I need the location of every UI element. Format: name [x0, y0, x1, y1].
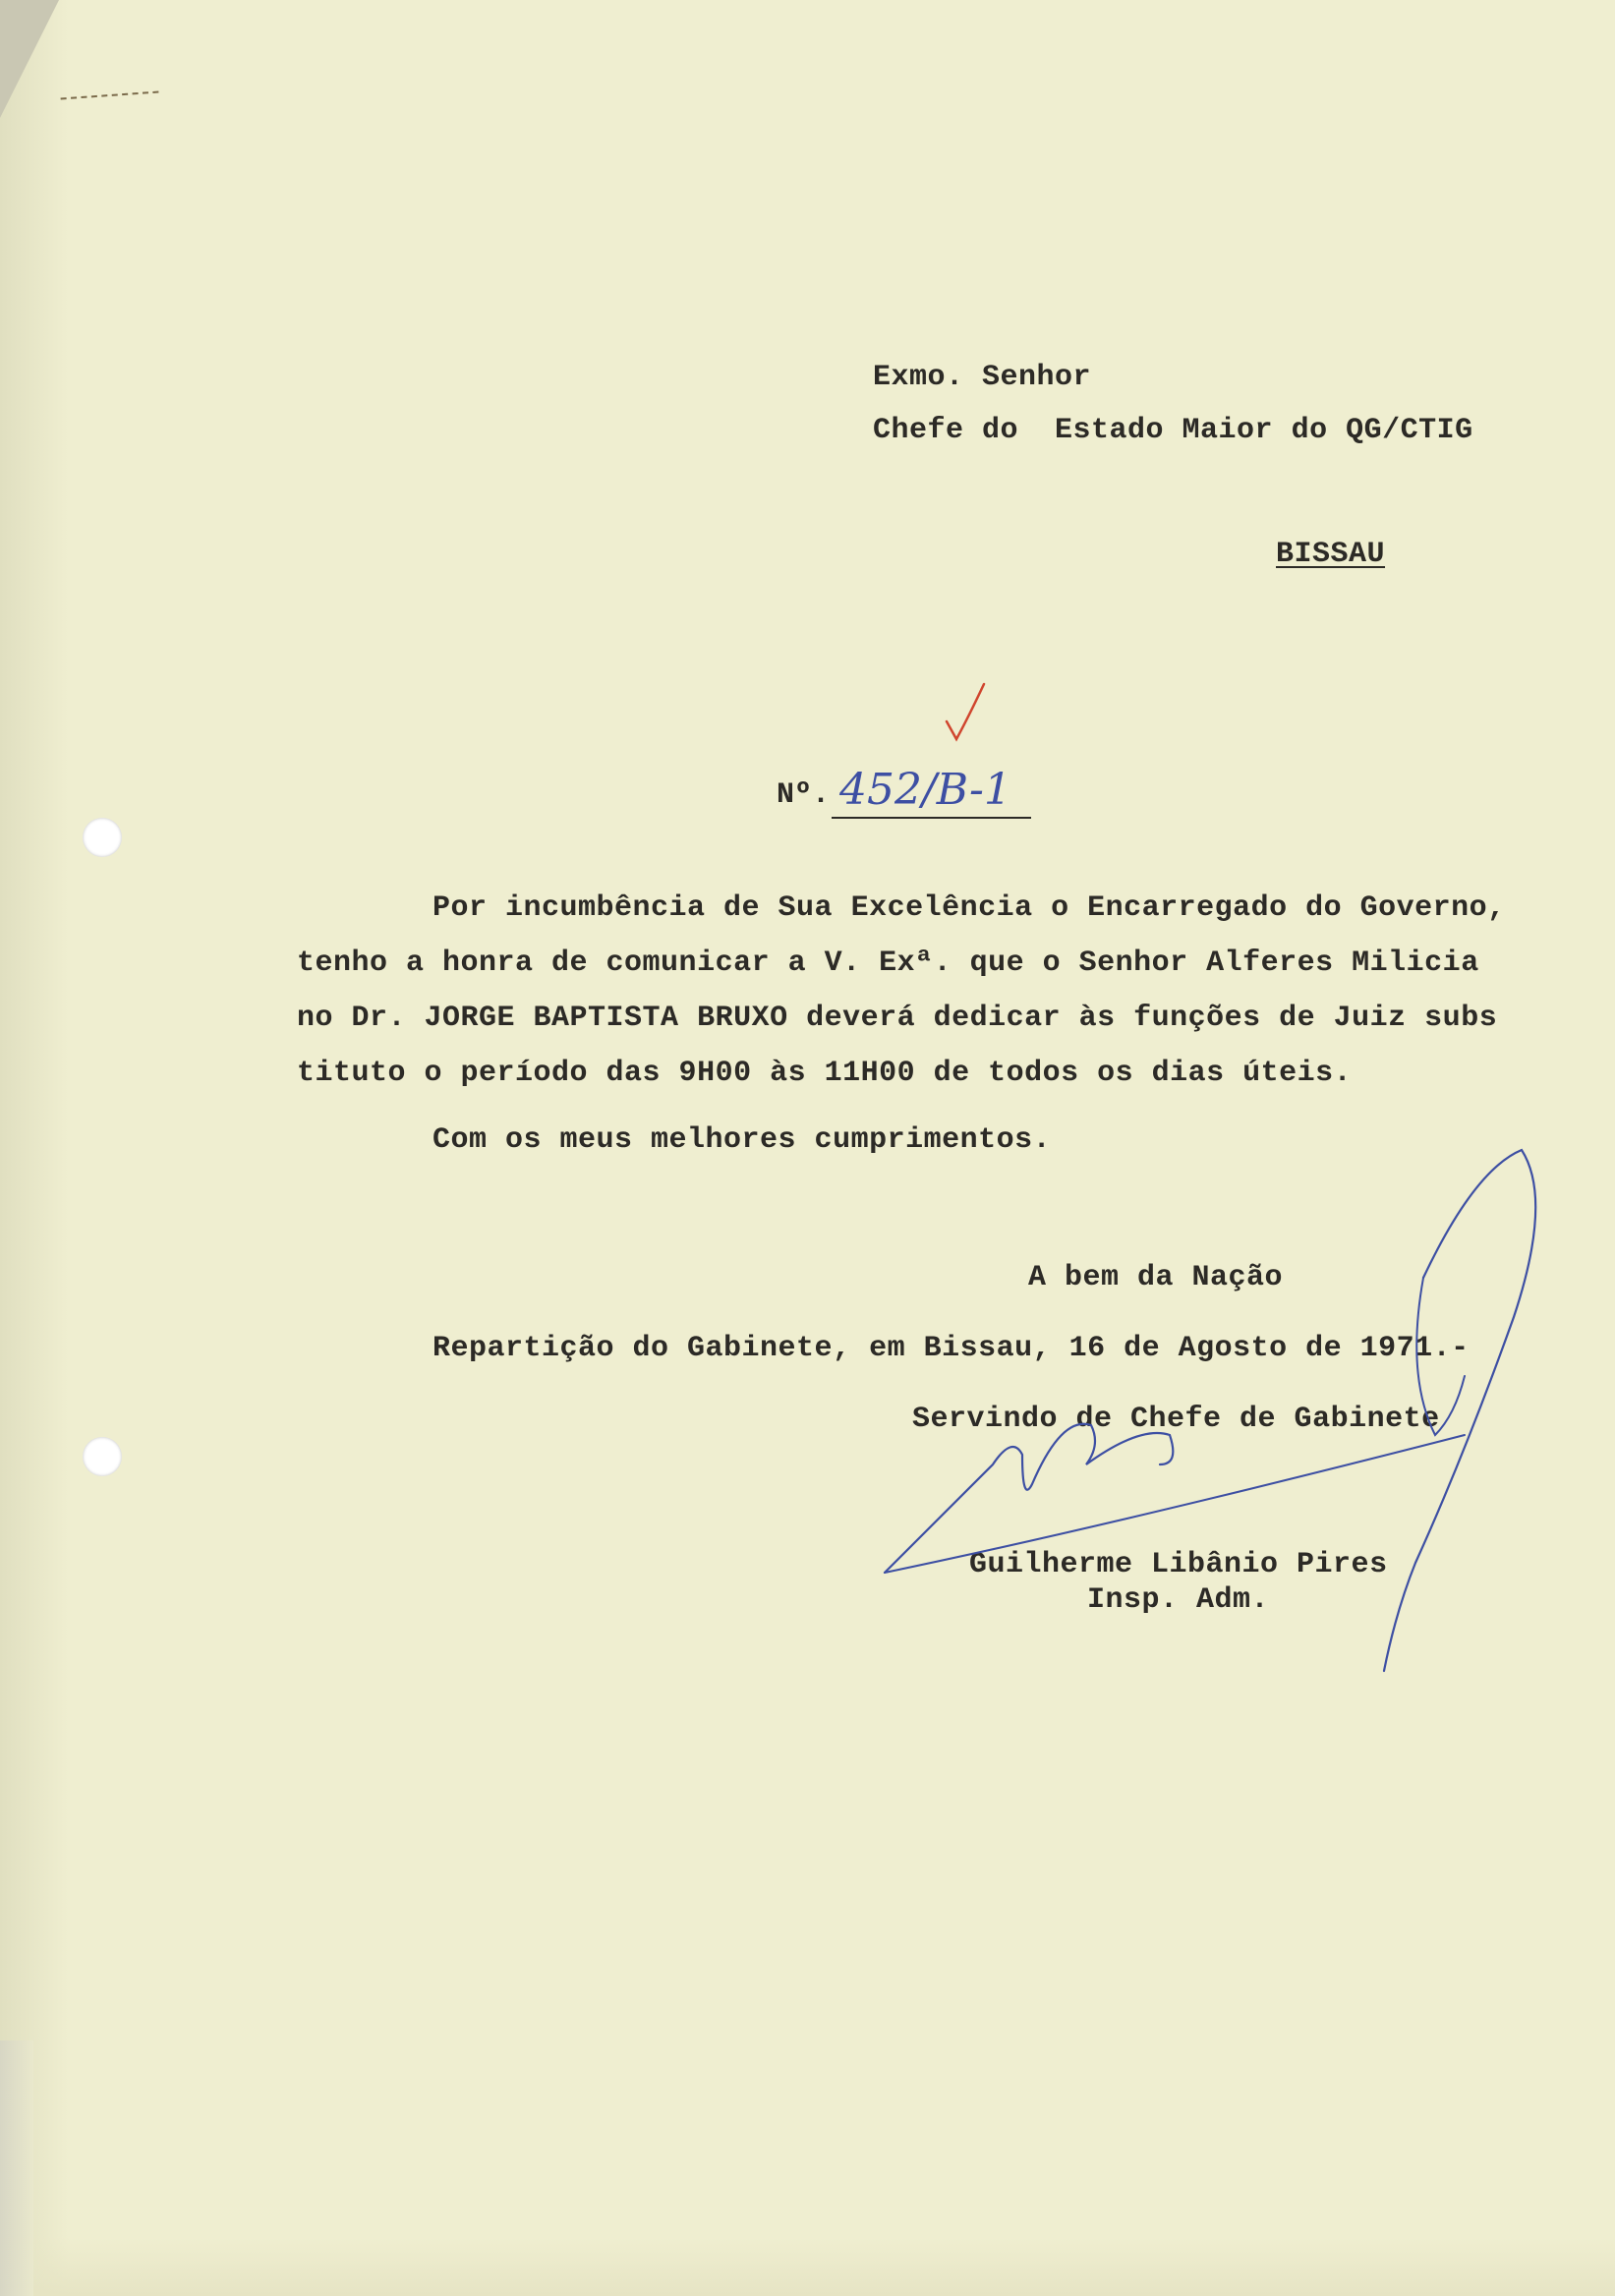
handwritten-signature-icon — [865, 1140, 1573, 1691]
signer-name: Guilherme Libânio Pires — [969, 1548, 1388, 1581]
recipient-line-2: Chefe do Estado Maior do QG/CTIG — [873, 414, 1473, 447]
punch-hole-top — [83, 818, 122, 857]
signer-role: Servindo de Chefe de Gabinete — [912, 1403, 1440, 1436]
paper-shading-left — [0, 0, 69, 2296]
punch-hole-bottom — [83, 1437, 122, 1476]
red-check-mark-icon — [939, 678, 998, 747]
recipient-city: BISSAU — [1276, 538, 1386, 571]
paper-shading-bottom — [0, 2237, 1615, 2296]
salutation: A bem da Nação — [1028, 1261, 1284, 1294]
reference-handwritten-number: 452/B-1 — [832, 765, 1031, 819]
recipient-line-1: Exmo. Senhor — [873, 361, 1092, 394]
body-line-2: tenho a honra de comunicar a V. Exª. que o Senhor Alferes Milicia — [297, 947, 1479, 980]
paper-edge-strip — [0, 2040, 33, 2296]
body-line-1: Por incumbência de Sua Excelência o Encarregado do Governo, — [433, 891, 1506, 925]
folded-corner — [0, 0, 59, 118]
signer-title: Insp. Adm. — [1087, 1583, 1270, 1617]
reference-label: Nº. — [777, 778, 831, 812]
body-line-3: no Dr. JORGE BAPTISTA BRUXO deverá dedicar às funções de Juiz subs — [297, 1002, 1498, 1035]
closing-line: Com os meus melhores cumprimentos. — [433, 1123, 1052, 1157]
place-date: Repartição do Gabinete, em Bissau, 16 de Agosto de 1971.- — [433, 1332, 1470, 1365]
torn-corner-mark — [61, 91, 160, 114]
body-line-4: tituto o período das 9H00 às 11H00 de todos os dias úteis. — [297, 1057, 1353, 1090]
